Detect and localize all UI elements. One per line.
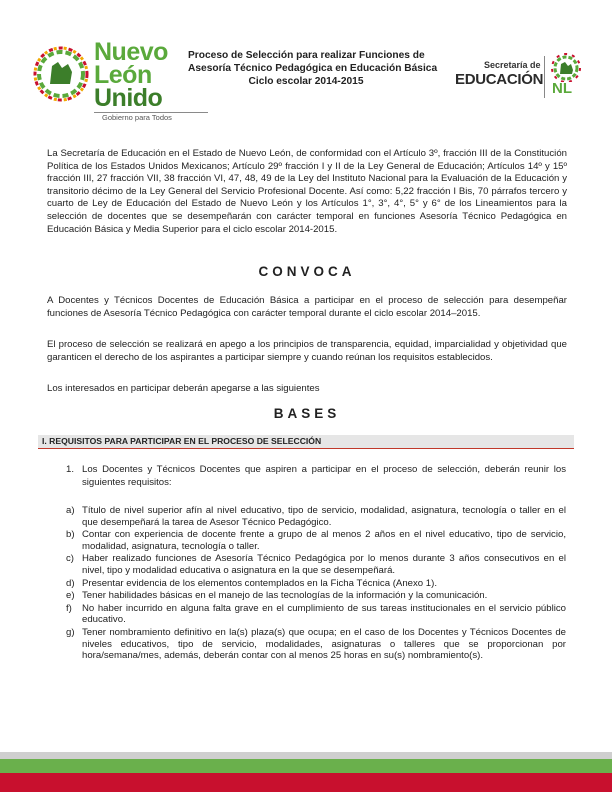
nuevo-leon-unido-logo: [32, 40, 187, 122]
requirement-text: No haber incurrido en alguna falta grave en el cumplimiento de sus tareas institucionales en el servicio público educativo.: [82, 602, 566, 626]
requirement-text: Presentar evidencia de los elementos contemplados en la Ficha Técnica (Anexo 1).: [82, 577, 437, 589]
requirement-e: [66, 590, 566, 602]
logo-separator: [544, 56, 545, 98]
educacion-label: EDUCACIÓN: [455, 71, 544, 88]
state-emblem-icon: [32, 44, 90, 104]
requirement-letter: b): [66, 529, 75, 541]
requirement-letter: a): [66, 505, 75, 516]
requirement-g: [66, 627, 566, 662]
requirements-list: [66, 505, 566, 663]
convoca-paragraph-2: El proceso de selección se realizará en apego a los principios de transparencia, equidad, imparcialidad y objetividad que garanticen el derecho de los aspirantes a participar siempre y cuando reúnan los requisitos establecidos.: [47, 339, 567, 363]
requirement-text: Tener nombramiento definitivo en la(s) plaza(s) que ocupa; en el caso de los Docentes y Técnicos Docentes de niveles educativos, tipo de servicio, modalidades, asignaturas o talleres que se proporcionan por hora/semana/mes, además, deberán contar con al menos 25 horas en su(s) nombramiento(s).: [82, 626, 566, 662]
requirement-text: Tener habilidades básicas en el manejo de las tecnologías de la información y la comunicación.: [82, 590, 488, 602]
requirement-text: Título de nivel superior afín al nivel educativo, tipo de servicio, modalidad, asignatura, tecnología o taller en el que desempeñará la tarea de Asesor Técnico Pedagógico.: [82, 505, 566, 528]
title-line-1: Proceso de Selección para realizar Funciones de: [188, 50, 425, 61]
logo-word-leon: León: [94, 61, 152, 89]
convoca-heading: CONVOCA: [258, 264, 356, 279]
logo-word-unido: Unido: [94, 84, 163, 112]
title-line-3: Ciclo escolar 2014-2015: [248, 76, 364, 87]
nl-emblem-icon: [549, 52, 583, 82]
intro-paragraph: La Secretaría de Educación en el Estado de Nuevo León, de conformidad con el Artículo 3º, fracción III de la Constitución Política de los Estados Unidos Mexicanos; Artículo 29º fracción I y II de la Ley General de Educación; Artículos 14º y 15º fracción III, 27 fracción VII, 38 fracción VI, 47, 48, 49 de la Ley del Instituto Nacional para la Evaluación de la Educación y transitorio décimo de la Ley General del Servicio Profesional Docente. Así como: 5,22 fracción I Bis, 70 párrafos tercero y cuarto de Ley de Educación del Estado de Nuevo León y los Artículos 1°, 3°, 4°, 5° y 6° de los Lineamientos para la selección de docentes que se desempeñarán con carácter temporal en funciones Asesoría Técnico Pedagógica en Educación Básica y Media Superior para el ciclo escolar 2014-2015.: [47, 148, 567, 235]
section-header: [38, 435, 574, 449]
requirement-letter: c): [66, 553, 74, 565]
logo-word-nuevo: Nuevo: [94, 38, 168, 66]
requirement-text: Contar con experiencia de docente frente a grupo de al menos 2 años en el nivel educativo, tipo de servicio, modalidad, asignatura, tecnología o taller.: [82, 529, 566, 552]
title-line-2: Asesoría Técnico Pedagógica en Educación Básica: [188, 63, 438, 74]
document-title: [188, 49, 438, 88]
requirement-letter: d): [66, 577, 75, 589]
item-number: 1.: [66, 464, 75, 475]
footer-green-stripe: [0, 759, 612, 773]
logo-tagline: Gobierno para Todos: [102, 113, 172, 122]
requirement-letter: e): [66, 590, 75, 602]
requirement-d: [66, 578, 566, 590]
requirement-b: [66, 529, 566, 552]
convoca-paragraph-3: Los interesados en participar deberán apegarse a las siguientes: [47, 383, 320, 394]
section-title: I. REQUISITOS PARA PARTICIPAR EN EL PROCESO DE SELECCIÓN: [42, 436, 322, 446]
footer-red-stripe: [0, 773, 612, 792]
requirement-letter: g): [66, 626, 75, 638]
requirement-text: Haber realizado funciones de Asesoría Técnico Pedagógica por lo menos durante 3 años consecutivos en el nivel, tipo y modalidad educativa o asignatura en la que se desempeñará.: [82, 553, 566, 576]
requirement-c: [66, 553, 566, 576]
secretaria-label: Secretaría de: [484, 60, 541, 70]
item-text: Los Docentes y Técnicos Docentes que aspiren a participar en el proceso de selección, deberán reunir los siguientes requisitos:: [82, 464, 566, 488]
bases-heading: BASES: [273, 406, 341, 421]
requirement-f: [66, 603, 566, 626]
convoca-paragraph-1: A Docentes y Técnicos Docentes de Educación Básica a participar en el proceso de selección para desempeñar funciones de Asesoría Técnico Pedagógica con carácter temporal durante el ciclo escolar 2014–2015.: [47, 295, 567, 319]
requirement-letter: f): [66, 602, 72, 614]
requirement-a: [66, 505, 566, 528]
footer-gray-stripe: [0, 752, 612, 759]
nl-label: NL: [552, 80, 572, 97]
numbered-item: [66, 464, 566, 489]
